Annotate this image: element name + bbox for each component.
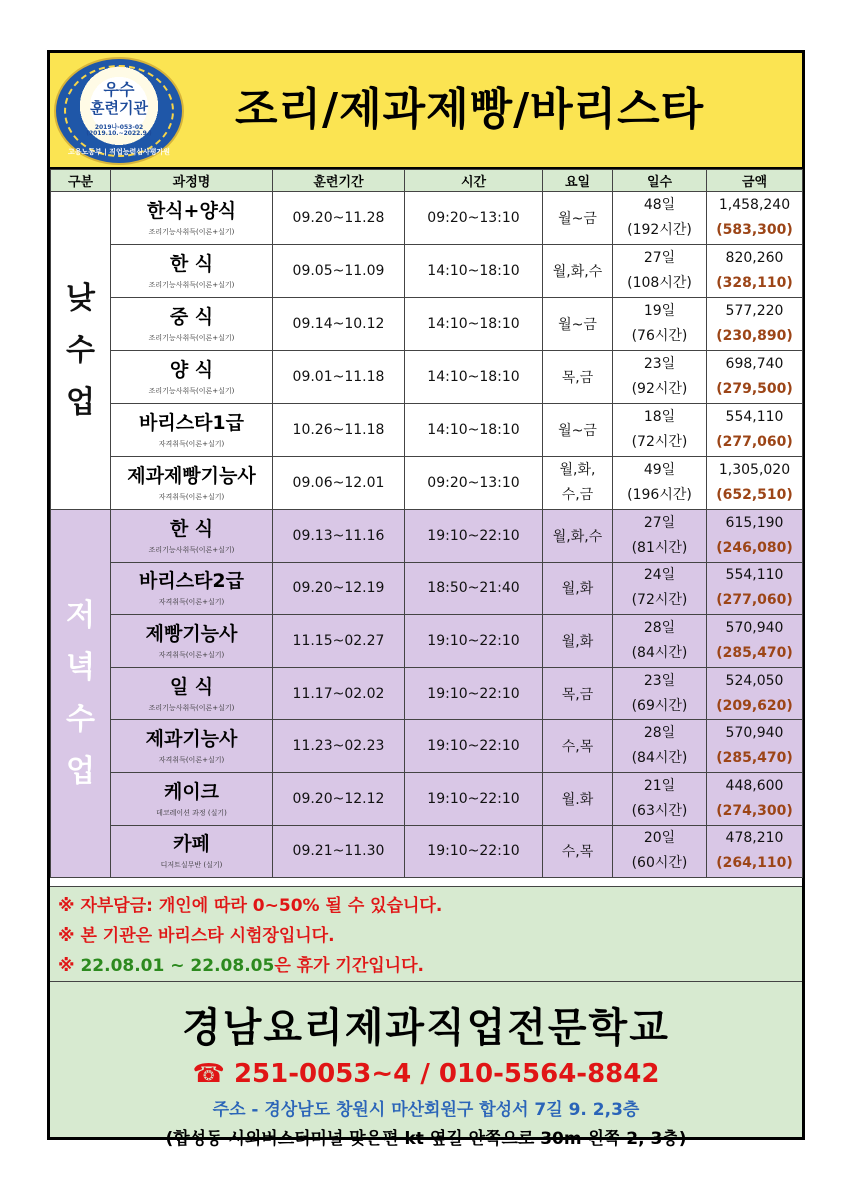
table-row bbox=[51, 772, 803, 825]
price-self: (285,470) bbox=[716, 750, 793, 767]
price-total: 1,305,020 bbox=[718, 462, 791, 478]
price-cell bbox=[707, 825, 803, 878]
weekday-cell: 월,화 bbox=[543, 615, 613, 668]
course-sub: 조리기능사취득(이론+실기) bbox=[148, 387, 235, 395]
time-cell: 19:10~22:10 bbox=[405, 510, 543, 563]
badge-top-text: 우수 bbox=[103, 80, 135, 99]
weekday-line2: 수,금 bbox=[561, 487, 594, 503]
weekday-cell: 수,목 bbox=[543, 825, 613, 878]
course-cell bbox=[111, 298, 273, 351]
price-total: 554,110 bbox=[725, 567, 784, 584]
day-count: 21일 bbox=[643, 777, 676, 794]
col-header-period: 훈련기간 bbox=[273, 170, 405, 192]
address: 주소 - 경상남도 창원시 마산회원구 합성서 7길 9. 2,3층 bbox=[212, 1100, 640, 1120]
col-header-course: 과정명 bbox=[111, 170, 273, 192]
night-section-text bbox=[51, 590, 110, 798]
period-cell: 11.15~02.27 bbox=[273, 615, 405, 668]
course-sub: 자격취득(이론+실기) bbox=[158, 650, 225, 659]
weekday-cell: 월,화,수 bbox=[543, 510, 613, 563]
table-row bbox=[51, 351, 803, 404]
price-total: 698,740 bbox=[725, 356, 784, 372]
course-sub: 디저트실무반 (실기) bbox=[160, 861, 223, 870]
course-name: 제과제빵기능사 bbox=[127, 465, 256, 487]
hour-count: (60시간) bbox=[631, 855, 688, 872]
section-char: 낮 bbox=[66, 280, 95, 316]
course-name: 한 식 bbox=[169, 517, 214, 540]
days-cell bbox=[613, 245, 707, 298]
price-total: 615,190 bbox=[725, 514, 784, 531]
section-char: 수 bbox=[66, 701, 95, 737]
note-self-pay: ※ 자부담금: 개인에 따라 0~50% 될 수 있습니다. bbox=[58, 896, 443, 916]
hour-count: (84시간) bbox=[631, 644, 688, 661]
period-cell: 11.17~02.02 bbox=[273, 667, 405, 720]
price-cell bbox=[707, 351, 803, 404]
course-name: 카페 bbox=[173, 833, 210, 856]
directions: (합성동 시외버스터미널 맞은편 kt 옆길 안쪽으로 30m 왼쪽 2, 3층) bbox=[165, 1129, 687, 1149]
day-count: 24일 bbox=[643, 567, 676, 584]
days-cell bbox=[613, 457, 707, 510]
course-sub: 자격취득(이론+실기) bbox=[158, 440, 225, 448]
table-row bbox=[51, 457, 803, 510]
time-cell: 19:10~22:10 bbox=[405, 615, 543, 668]
time-cell: 14:10~18:10 bbox=[405, 298, 543, 351]
badge-main-text: 훈련기관 bbox=[90, 99, 148, 117]
days-cell bbox=[613, 510, 707, 563]
price-total: 570,940 bbox=[725, 619, 784, 636]
footer bbox=[50, 982, 802, 1149]
days-cell bbox=[613, 562, 707, 615]
course-cell bbox=[111, 772, 273, 825]
course-cell bbox=[111, 457, 273, 510]
course-cell bbox=[111, 562, 273, 615]
note-vacation bbox=[58, 951, 794, 981]
days-cell bbox=[613, 404, 707, 457]
weekday-cell: 월~금 bbox=[543, 404, 613, 457]
period-cell: 09.13~11.16 bbox=[273, 510, 405, 563]
vacation-dates: 22.08.01 ~ 22.08.05 bbox=[80, 956, 275, 976]
period-cell: 09.14~10.12 bbox=[273, 298, 405, 351]
days-cell bbox=[613, 720, 707, 773]
notes-box bbox=[50, 886, 802, 982]
course-cell bbox=[111, 825, 273, 878]
price-total: 1,458,240 bbox=[718, 197, 791, 213]
day-count: 28일 bbox=[643, 725, 676, 742]
weekday-cell: 수,목 bbox=[543, 720, 613, 773]
col-header-days: 일수 bbox=[613, 170, 707, 192]
hour-count: (72시간) bbox=[631, 592, 688, 609]
hour-count: (69시간) bbox=[631, 697, 688, 714]
price-self: (209,620) bbox=[716, 697, 793, 714]
course-name: 한식+양식 bbox=[146, 200, 237, 222]
excellent-training-badge-icon bbox=[54, 57, 184, 165]
price-self: (246,080) bbox=[716, 539, 793, 556]
weekday-cell: 월.화 bbox=[543, 772, 613, 825]
note-exam-center: ※ 본 기관은 바리스타 시험장입니다. bbox=[58, 926, 335, 946]
page-title: 조리/제과제빵/바리스타 bbox=[235, 84, 705, 135]
weekday-cell: 월,화,수 bbox=[543, 245, 613, 298]
section-char: 업 bbox=[66, 384, 95, 420]
course-cell bbox=[111, 720, 273, 773]
price-self: (230,890) bbox=[716, 328, 793, 344]
badge-issuer: 고용노동부 | 직업능력심사평가원 bbox=[67, 148, 171, 156]
price-self: (583,300) bbox=[716, 222, 793, 238]
period-cell: 09.06~12.01 bbox=[273, 457, 405, 510]
day-count: 18일 bbox=[643, 409, 676, 425]
weekday-cell: 월~금 bbox=[543, 298, 613, 351]
night-section-label bbox=[51, 510, 111, 878]
weekday-cell: 월,화 bbox=[543, 562, 613, 615]
hour-count: (192시간) bbox=[627, 222, 692, 238]
time-cell: 14:10~18:10 bbox=[405, 404, 543, 457]
course-sub: 자격취득(이론+실기) bbox=[158, 756, 225, 765]
course-name: 한 식 bbox=[169, 253, 214, 275]
table-row bbox=[51, 615, 803, 668]
time-cell: 09:20~13:10 bbox=[405, 457, 543, 510]
period-cell: 09.21~11.30 bbox=[273, 825, 405, 878]
table-row bbox=[51, 562, 803, 615]
time-cell: 14:10~18:10 bbox=[405, 245, 543, 298]
course-name: 바리스타1급 bbox=[139, 412, 244, 434]
day-count: 48일 bbox=[643, 197, 676, 213]
time-cell: 19:10~22:10 bbox=[405, 825, 543, 878]
price-total: 524,050 bbox=[725, 672, 784, 689]
weekday-cell: 월~금 bbox=[543, 192, 613, 245]
days-cell bbox=[613, 192, 707, 245]
time-cell: 19:10~22:10 bbox=[405, 667, 543, 720]
phone-numbers: ☎ 251-0053~4 / 010-5564-8842 bbox=[192, 1059, 660, 1089]
course-sub: 조리기능사취득(이론+실기) bbox=[148, 228, 235, 236]
price-self: (279,500) bbox=[716, 381, 793, 397]
price-self: (277,060) bbox=[716, 434, 793, 450]
price-self: (264,110) bbox=[716, 855, 793, 872]
hour-count: (92시간) bbox=[631, 381, 688, 397]
time-cell: 19:10~22:10 bbox=[405, 720, 543, 773]
course-cell bbox=[111, 510, 273, 563]
price-self: (274,300) bbox=[716, 802, 793, 819]
badge-period: (2019.10.~2022.9.) bbox=[86, 130, 152, 137]
price-total: 448,600 bbox=[725, 777, 784, 794]
course-sub: 데코레이션 과정 (실기) bbox=[156, 808, 227, 817]
course-name: 제빵기능사 bbox=[145, 622, 238, 645]
hour-count: (76시간) bbox=[631, 328, 688, 344]
days-cell bbox=[613, 351, 707, 404]
price-total: 570,940 bbox=[725, 725, 784, 742]
hour-count: (196시간) bbox=[627, 487, 692, 503]
course-cell bbox=[111, 615, 273, 668]
period-cell: 09.20~12.12 bbox=[273, 772, 405, 825]
day-count: 27일 bbox=[643, 514, 676, 531]
table-row bbox=[51, 510, 803, 563]
price-self: (328,110) bbox=[716, 275, 793, 291]
section-char: 수 bbox=[66, 332, 95, 368]
note-vacation-text: 은 휴가 기간입니다. bbox=[274, 956, 424, 976]
price-cell bbox=[707, 404, 803, 457]
course-cell bbox=[111, 351, 273, 404]
col-header-weekday: 요일 bbox=[543, 170, 613, 192]
period-cell: 09.20~11.28 bbox=[273, 192, 405, 245]
school-name: 경남요리제과직업전문학교 bbox=[182, 1005, 670, 1051]
table-header-row bbox=[51, 170, 803, 192]
weekday-cell bbox=[543, 457, 613, 510]
period-cell: 09.05~11.09 bbox=[273, 245, 405, 298]
period-cell: 10.26~11.18 bbox=[273, 404, 405, 457]
period-cell: 09.20~12.19 bbox=[273, 562, 405, 615]
hour-count: (84시간) bbox=[631, 750, 688, 767]
hour-count: (81시간) bbox=[631, 539, 688, 556]
price-self: (652,510) bbox=[716, 487, 793, 503]
price-self: (285,470) bbox=[716, 644, 793, 661]
col-header-time: 시간 bbox=[405, 170, 543, 192]
table-row bbox=[51, 245, 803, 298]
price-cell bbox=[707, 298, 803, 351]
course-cell bbox=[111, 192, 273, 245]
day-count: 49일 bbox=[643, 462, 676, 478]
days-cell bbox=[613, 298, 707, 351]
course-sub: 자격취득(이론+실기) bbox=[158, 598, 225, 607]
course-sub: 자격취득(이론+실기) bbox=[158, 493, 225, 501]
course-sub: 조리기능사취득(이론+실기) bbox=[148, 281, 235, 289]
table-row bbox=[51, 667, 803, 720]
days-cell bbox=[613, 772, 707, 825]
section-char: 업 bbox=[66, 753, 95, 789]
section-char: 저 bbox=[66, 597, 95, 633]
period-cell: 09.01~11.18 bbox=[273, 351, 405, 404]
period-cell: 11.23~02.23 bbox=[273, 720, 405, 773]
days-cell bbox=[613, 615, 707, 668]
table-row bbox=[51, 298, 803, 351]
price-cell bbox=[707, 192, 803, 245]
hour-count: (108시간) bbox=[627, 275, 692, 291]
course-name: 케이크 bbox=[163, 780, 220, 803]
course-name: 양 식 bbox=[169, 359, 214, 381]
time-cell: 14:10~18:10 bbox=[405, 351, 543, 404]
price-total: 478,210 bbox=[725, 830, 784, 847]
day-count: 20일 bbox=[643, 830, 676, 847]
table-row bbox=[51, 720, 803, 773]
weekday-line1: 월,화, bbox=[559, 462, 596, 478]
course-table bbox=[50, 169, 803, 878]
note-mark: ※ bbox=[58, 956, 81, 976]
price-total: 554,110 bbox=[725, 409, 784, 425]
course-name: 일 식 bbox=[169, 675, 214, 698]
price-self: (277,060) bbox=[716, 592, 793, 609]
table-row bbox=[51, 192, 803, 245]
time-cell: 18:50~21:40 bbox=[405, 562, 543, 615]
price-cell bbox=[707, 720, 803, 773]
day-count: 23일 bbox=[643, 356, 676, 372]
course-cell bbox=[111, 404, 273, 457]
day-count: 19일 bbox=[643, 303, 676, 319]
course-cell bbox=[111, 245, 273, 298]
table-row bbox=[51, 825, 803, 878]
course-sub: 조리기능사취득(이론+실기) bbox=[148, 703, 235, 712]
price-cell bbox=[707, 772, 803, 825]
day-section-label bbox=[51, 192, 111, 510]
badge-code: 2019나-053-02 bbox=[94, 124, 144, 131]
course-flyer bbox=[47, 50, 805, 1149]
course-sub: 조리기능사취득(이론+실기) bbox=[148, 334, 235, 342]
course-name: 제과기능사 bbox=[145, 728, 238, 751]
course-name: 중 식 bbox=[169, 306, 214, 328]
time-cell: 09:20~13:10 bbox=[405, 192, 543, 245]
course-name: 바리스타2급 bbox=[139, 570, 244, 593]
section-char: 녁 bbox=[66, 649, 95, 685]
header bbox=[50, 53, 802, 169]
days-cell bbox=[613, 667, 707, 720]
price-cell bbox=[707, 615, 803, 668]
price-cell bbox=[707, 457, 803, 510]
price-total: 820,260 bbox=[725, 250, 784, 266]
table-row bbox=[51, 404, 803, 457]
time-cell: 19:10~22:10 bbox=[405, 772, 543, 825]
price-cell bbox=[707, 667, 803, 720]
day-count: 27일 bbox=[643, 250, 676, 266]
course-sub: 조리기능사취득(이론+실기) bbox=[148, 545, 235, 554]
hour-count: (72시간) bbox=[631, 434, 688, 450]
price-cell bbox=[707, 562, 803, 615]
days-cell bbox=[613, 825, 707, 878]
weekday-cell: 목,금 bbox=[543, 351, 613, 404]
day-count: 23일 bbox=[643, 672, 676, 689]
price-cell bbox=[707, 245, 803, 298]
weekday-cell: 목,금 bbox=[543, 667, 613, 720]
price-cell bbox=[707, 510, 803, 563]
col-header-price: 금액 bbox=[707, 170, 803, 192]
course-cell bbox=[111, 667, 273, 720]
col-header-category: 구분 bbox=[51, 170, 111, 192]
day-section-text bbox=[51, 273, 110, 429]
day-count: 28일 bbox=[643, 619, 676, 636]
hour-count: (63시간) bbox=[631, 802, 688, 819]
price-total: 577,220 bbox=[725, 303, 784, 319]
